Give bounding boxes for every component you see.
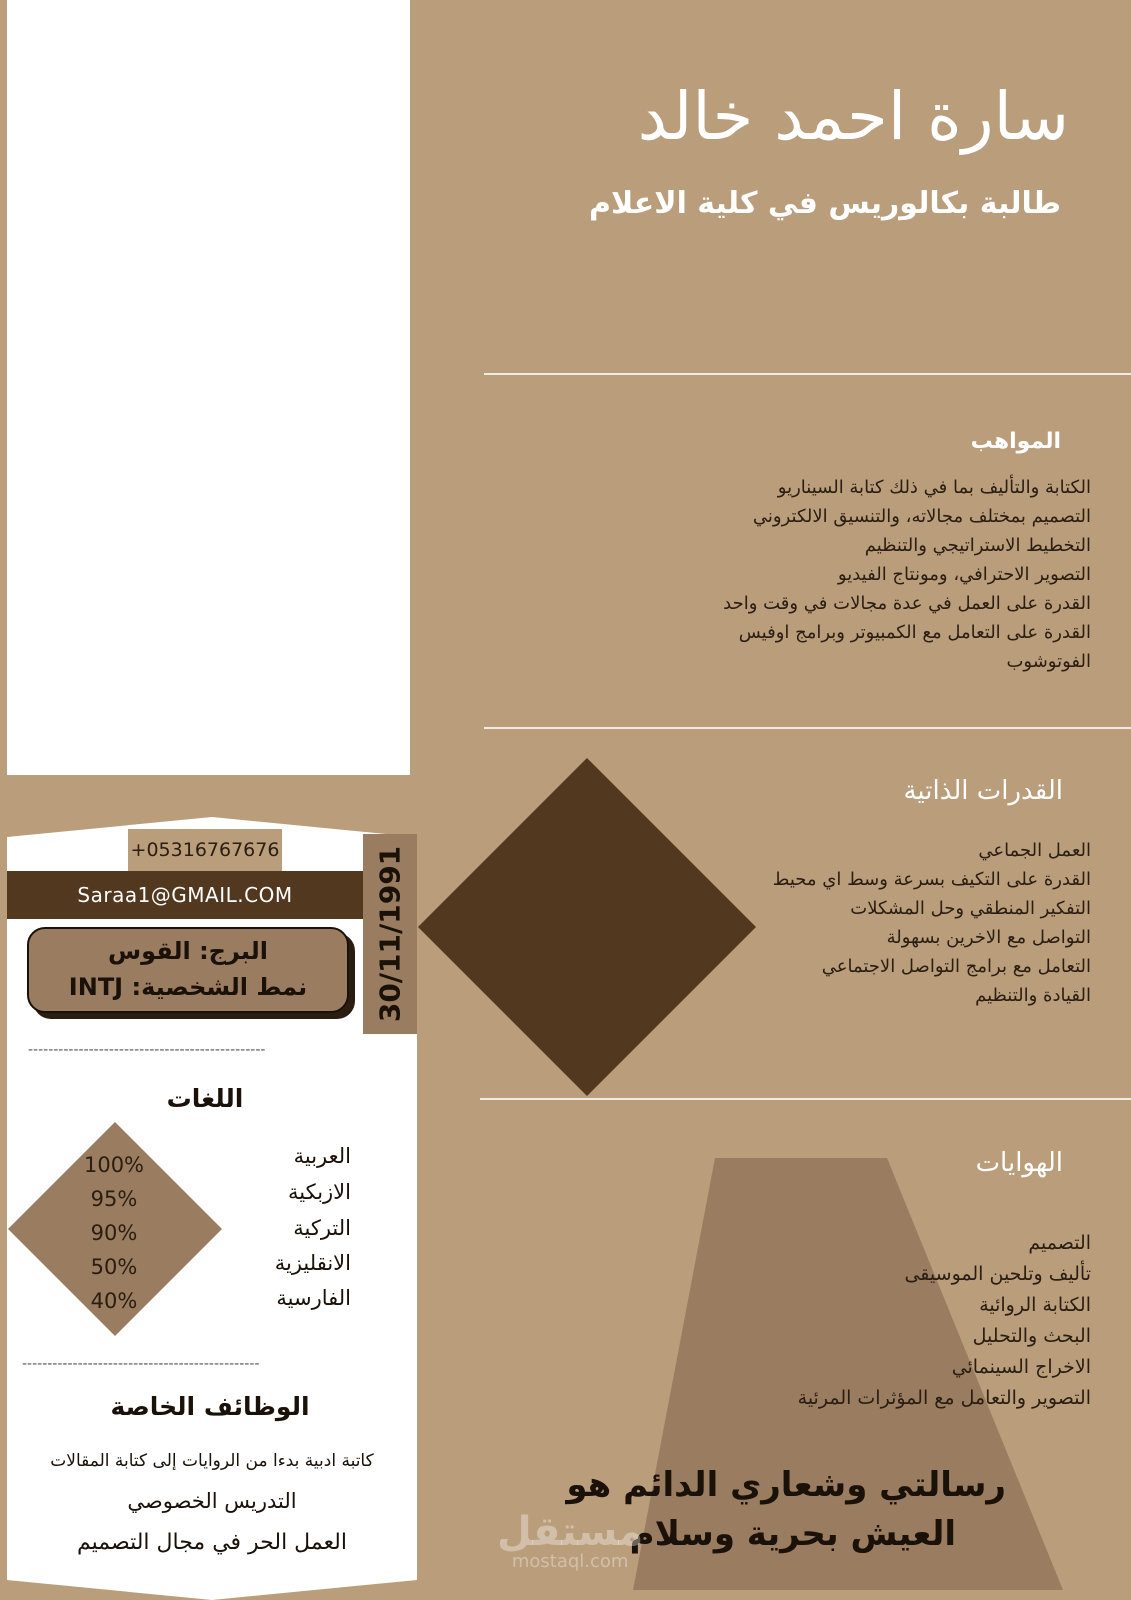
- personality-text: نمط الشخصية: INTJ: [68, 973, 308, 1001]
- divider-line-3: [480, 1098, 1131, 1100]
- motto-line-2: العيش بحرية وسلام: [629, 1514, 956, 1554]
- language-name: الانقليزية: [274, 1251, 351, 1275]
- list-item: التفكير المنطقي وحل المشكلات: [850, 898, 1091, 919]
- list-item: التصوير والتعامل مع المؤثرات المرئية: [797, 1387, 1091, 1409]
- language-name: العربية: [293, 1144, 351, 1168]
- list-item: تأليف وتلحين الموسيقى: [904, 1263, 1091, 1285]
- language-name: التركية: [293, 1216, 351, 1240]
- language-level: 90%: [90, 1221, 138, 1245]
- divider-line-2: [484, 727, 1131, 729]
- language-level: 100%: [83, 1153, 145, 1177]
- photo-placeholder-panel: [7, 0, 410, 775]
- language-name: الازبكية: [288, 1180, 351, 1204]
- talents-title: المواهب: [970, 429, 1061, 454]
- person-subtitle: طالبة بكالوريس في كلية الاعلام: [588, 186, 1061, 221]
- abilities-list: [773, 836, 1091, 1010]
- jobs-title: الوظائف الخاصة: [110, 1392, 310, 1421]
- list-item: القيادة والتنظيم: [975, 985, 1091, 1006]
- list-item: الكتابة والتأليف بما في ذلك كتابة السيناريو: [777, 477, 1091, 498]
- list-item: الفوتوشوب: [1006, 651, 1091, 672]
- list-item: الاخراج السينمائي: [951, 1356, 1091, 1378]
- birthdate-strip: [363, 834, 417, 1034]
- talents-list: [723, 473, 1091, 676]
- list-item: التصوير الاحترافي، ومونتاج الفيديو: [837, 564, 1091, 585]
- job-item: العمل الحر في مجال التصميم: [77, 1530, 347, 1555]
- list-item: القدرة على العمل في عدة مجالات في وقت واحد: [723, 593, 1091, 614]
- decorative-diamond: [418, 758, 756, 1096]
- list-item: القدرة على التكيف بسرعة وسط اي محيط: [772, 869, 1091, 890]
- watermark-arabic: مستقل: [497, 1509, 644, 1555]
- list-item: التخطيط الاستراتيجي والتنظيم: [864, 535, 1091, 556]
- language-level: 40%: [90, 1289, 138, 1313]
- list-item: البحث والتحليل: [972, 1325, 1091, 1347]
- list-item: التصميم: [1028, 1232, 1091, 1254]
- job-item: كاتبة ادبية بدءا من الروايات إلى كتابة المقالات: [50, 1451, 374, 1471]
- language-level: 50%: [90, 1255, 138, 1279]
- language-name: الفارسية: [276, 1286, 351, 1310]
- phone-number: +05316767676: [128, 829, 282, 871]
- birthdate-text: 30/11/1991: [373, 845, 407, 1023]
- person-name: سارة احمد خالد: [637, 78, 1069, 155]
- watermark-logo: [497, 1509, 644, 1572]
- list-item: التعامل مع برامج التواصل الاجتماعي: [821, 956, 1091, 977]
- job-item: التدريس الخصوصي: [127, 1489, 297, 1513]
- info-pill: [27, 927, 349, 1013]
- email-address: Saraa1@GMAIL.COM: [7, 871, 363, 919]
- language-level: 95%: [90, 1187, 138, 1211]
- list-item: القدرة على التعامل مع الكمبيوتر وبرامج اوفيس: [738, 622, 1091, 643]
- languages-title: اللغات: [166, 1084, 244, 1113]
- list-item: العمل الجماعي: [978, 840, 1091, 861]
- watermark-latin: mostaql.com: [511, 1551, 629, 1572]
- dashed-divider-2: -----------------------------------------------: [22, 1356, 260, 1372]
- hobbies-title: الهوايات: [975, 1148, 1063, 1178]
- abilities-title: القدرات الذاتية: [903, 776, 1063, 806]
- list-item: الكتابة الروائية: [979, 1294, 1091, 1316]
- zodiac-text: البرج: القوس: [108, 937, 268, 965]
- hobbies-list: [798, 1228, 1091, 1414]
- motto-line-1: رسالتي وشعاري الدائم هو: [566, 1465, 1006, 1505]
- list-item: التصميم بمختلف مجالاته، والتنسيق الالكتروني: [752, 506, 1091, 527]
- list-item: التواصل مع الاخرين بسهولة: [886, 927, 1091, 948]
- divider-line-1: [484, 373, 1131, 375]
- dashed-divider-1: -----------------------------------------------: [28, 1042, 266, 1058]
